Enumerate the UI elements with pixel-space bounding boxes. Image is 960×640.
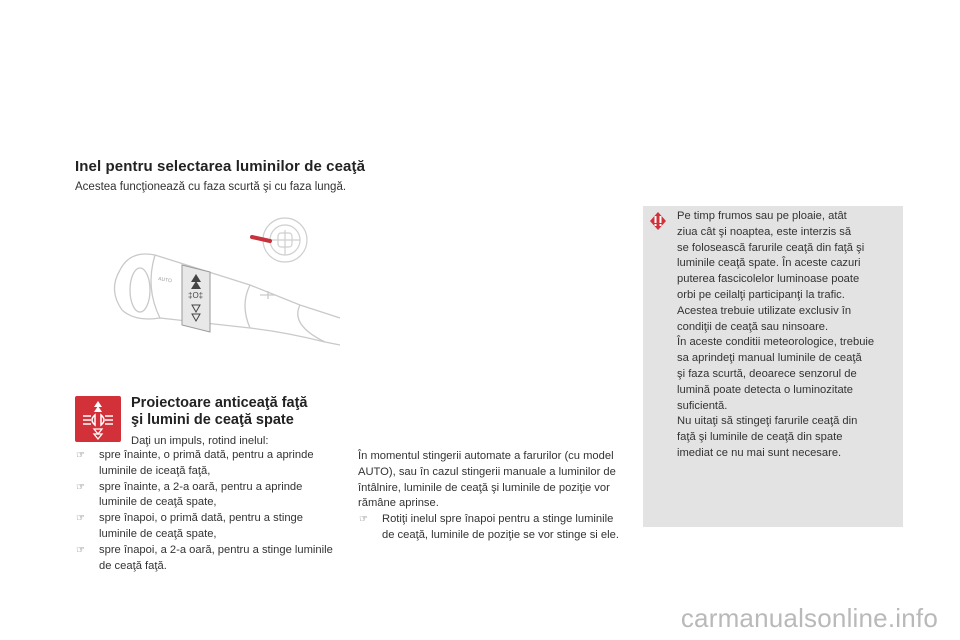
note-line: Acestea trebuie utilizate exclusiv în [677, 304, 852, 317]
intro-text: Acestea funcţionează cu faza scurtă şi cu faza lungă. [75, 181, 347, 193]
note-line: Pe timp frumos sau pe ploaie, atât [677, 210, 847, 222]
watermark-link[interactable]: carmanualsonline.info [680, 603, 938, 633]
section-title-line-2: şi lumini de ceaţă spate [131, 412, 294, 428]
list-item: ☞ spre înainte, o primă dată, pentru a aprinde luminile de iceaţă faţă, [76, 449, 314, 477]
note-line: lumină poate detecta o luminozitate [677, 383, 854, 396]
auto-label: AUTO [157, 276, 173, 285]
stalk-body [114, 254, 340, 345]
section-title [131, 395, 308, 429]
list-item: ☞ spre înapoi, a 2-a oară, pentru a stinge luminile de ceaţă faţă. [76, 543, 333, 572]
warning-icon [648, 211, 668, 231]
auto-off-steps-list [358, 512, 623, 544]
list-item: ☞ Rotiţi inelul spre înapoi pentru a stinge luminile de ceaţă, luminile de poziţie se vor stinge si ele. [359, 513, 619, 541]
page-title: Inel pentru selectarea luminilor de ceaţă [75, 158, 366, 175]
auto-off-paragraph: În momentul stingerii automate a farurilor (cu model AUTO), sau în cazul stingerii manuale a luminilor de întâlnire, luminile de ceaţă şi luminile de poziţie vor rămâne aprinse. [358, 450, 616, 510]
list-bullet-icon: ☞ [76, 544, 85, 556]
note-line: se folosească farurile ceaţă din faţă şi [677, 241, 865, 254]
note-line: şi faza scurtă, deoarece senzorul de [677, 367, 857, 380]
note-line: În aceste conditii meteorologice, trebuie [677, 336, 875, 349]
svg-text:‡O‡: ‡O‡ [188, 291, 204, 300]
note-line: sa aprindeţi manual luminile de ceaţă [677, 352, 862, 365]
fog-ring [182, 265, 210, 332]
fog-light-icon [75, 396, 121, 442]
note-line: luminile ceaţă spate. În aceste cazuri [677, 257, 861, 270]
note-line: Nu uitaţi să stingeţi farurile ceaţă din [677, 415, 858, 428]
list-bullet-icon: ☞ [76, 513, 85, 525]
fog-ring-steps-list [75, 448, 335, 574]
list-bullet-icon: ☞ [76, 450, 85, 461]
stalk-pointer-mark [252, 237, 270, 241]
section-title-line-1: Proiectoare anticeaţă faţă [131, 395, 308, 411]
list-item: ☞ spre înainte, a 2-a oară, pentru a aprinde luminile de ceaţă spate, [76, 480, 303, 509]
note-line: suficientă. [677, 399, 728, 412]
section-lead: Daţi un impuls, rotind inelul: [131, 435, 269, 447]
note-line: ziua cât şi noaptea, este interzis să [677, 225, 852, 238]
note-line: faţă şi luminile de ceaţă din spate [677, 431, 843, 444]
list-bullet-icon: ☞ [76, 481, 85, 493]
list-bullet-icon: ☞ [359, 514, 368, 525]
note-line: imediat ce nu mai sunt necesare. [677, 446, 842, 459]
fog-ring-stalk-illustration [100, 210, 345, 360]
note-line: orbi pe ceilalţi participanţi la trafic. [677, 288, 845, 301]
list-item: ☞ spre înapoi, o primă dată, pentru a stinge luminile de ceaţă spate, [76, 512, 303, 540]
warning-note-text [677, 209, 899, 462]
note-line: puterea fascicolelor luminoase poate [677, 273, 860, 286]
note-line: condiţii de ceaţă sau ninsoare. [677, 320, 829, 333]
